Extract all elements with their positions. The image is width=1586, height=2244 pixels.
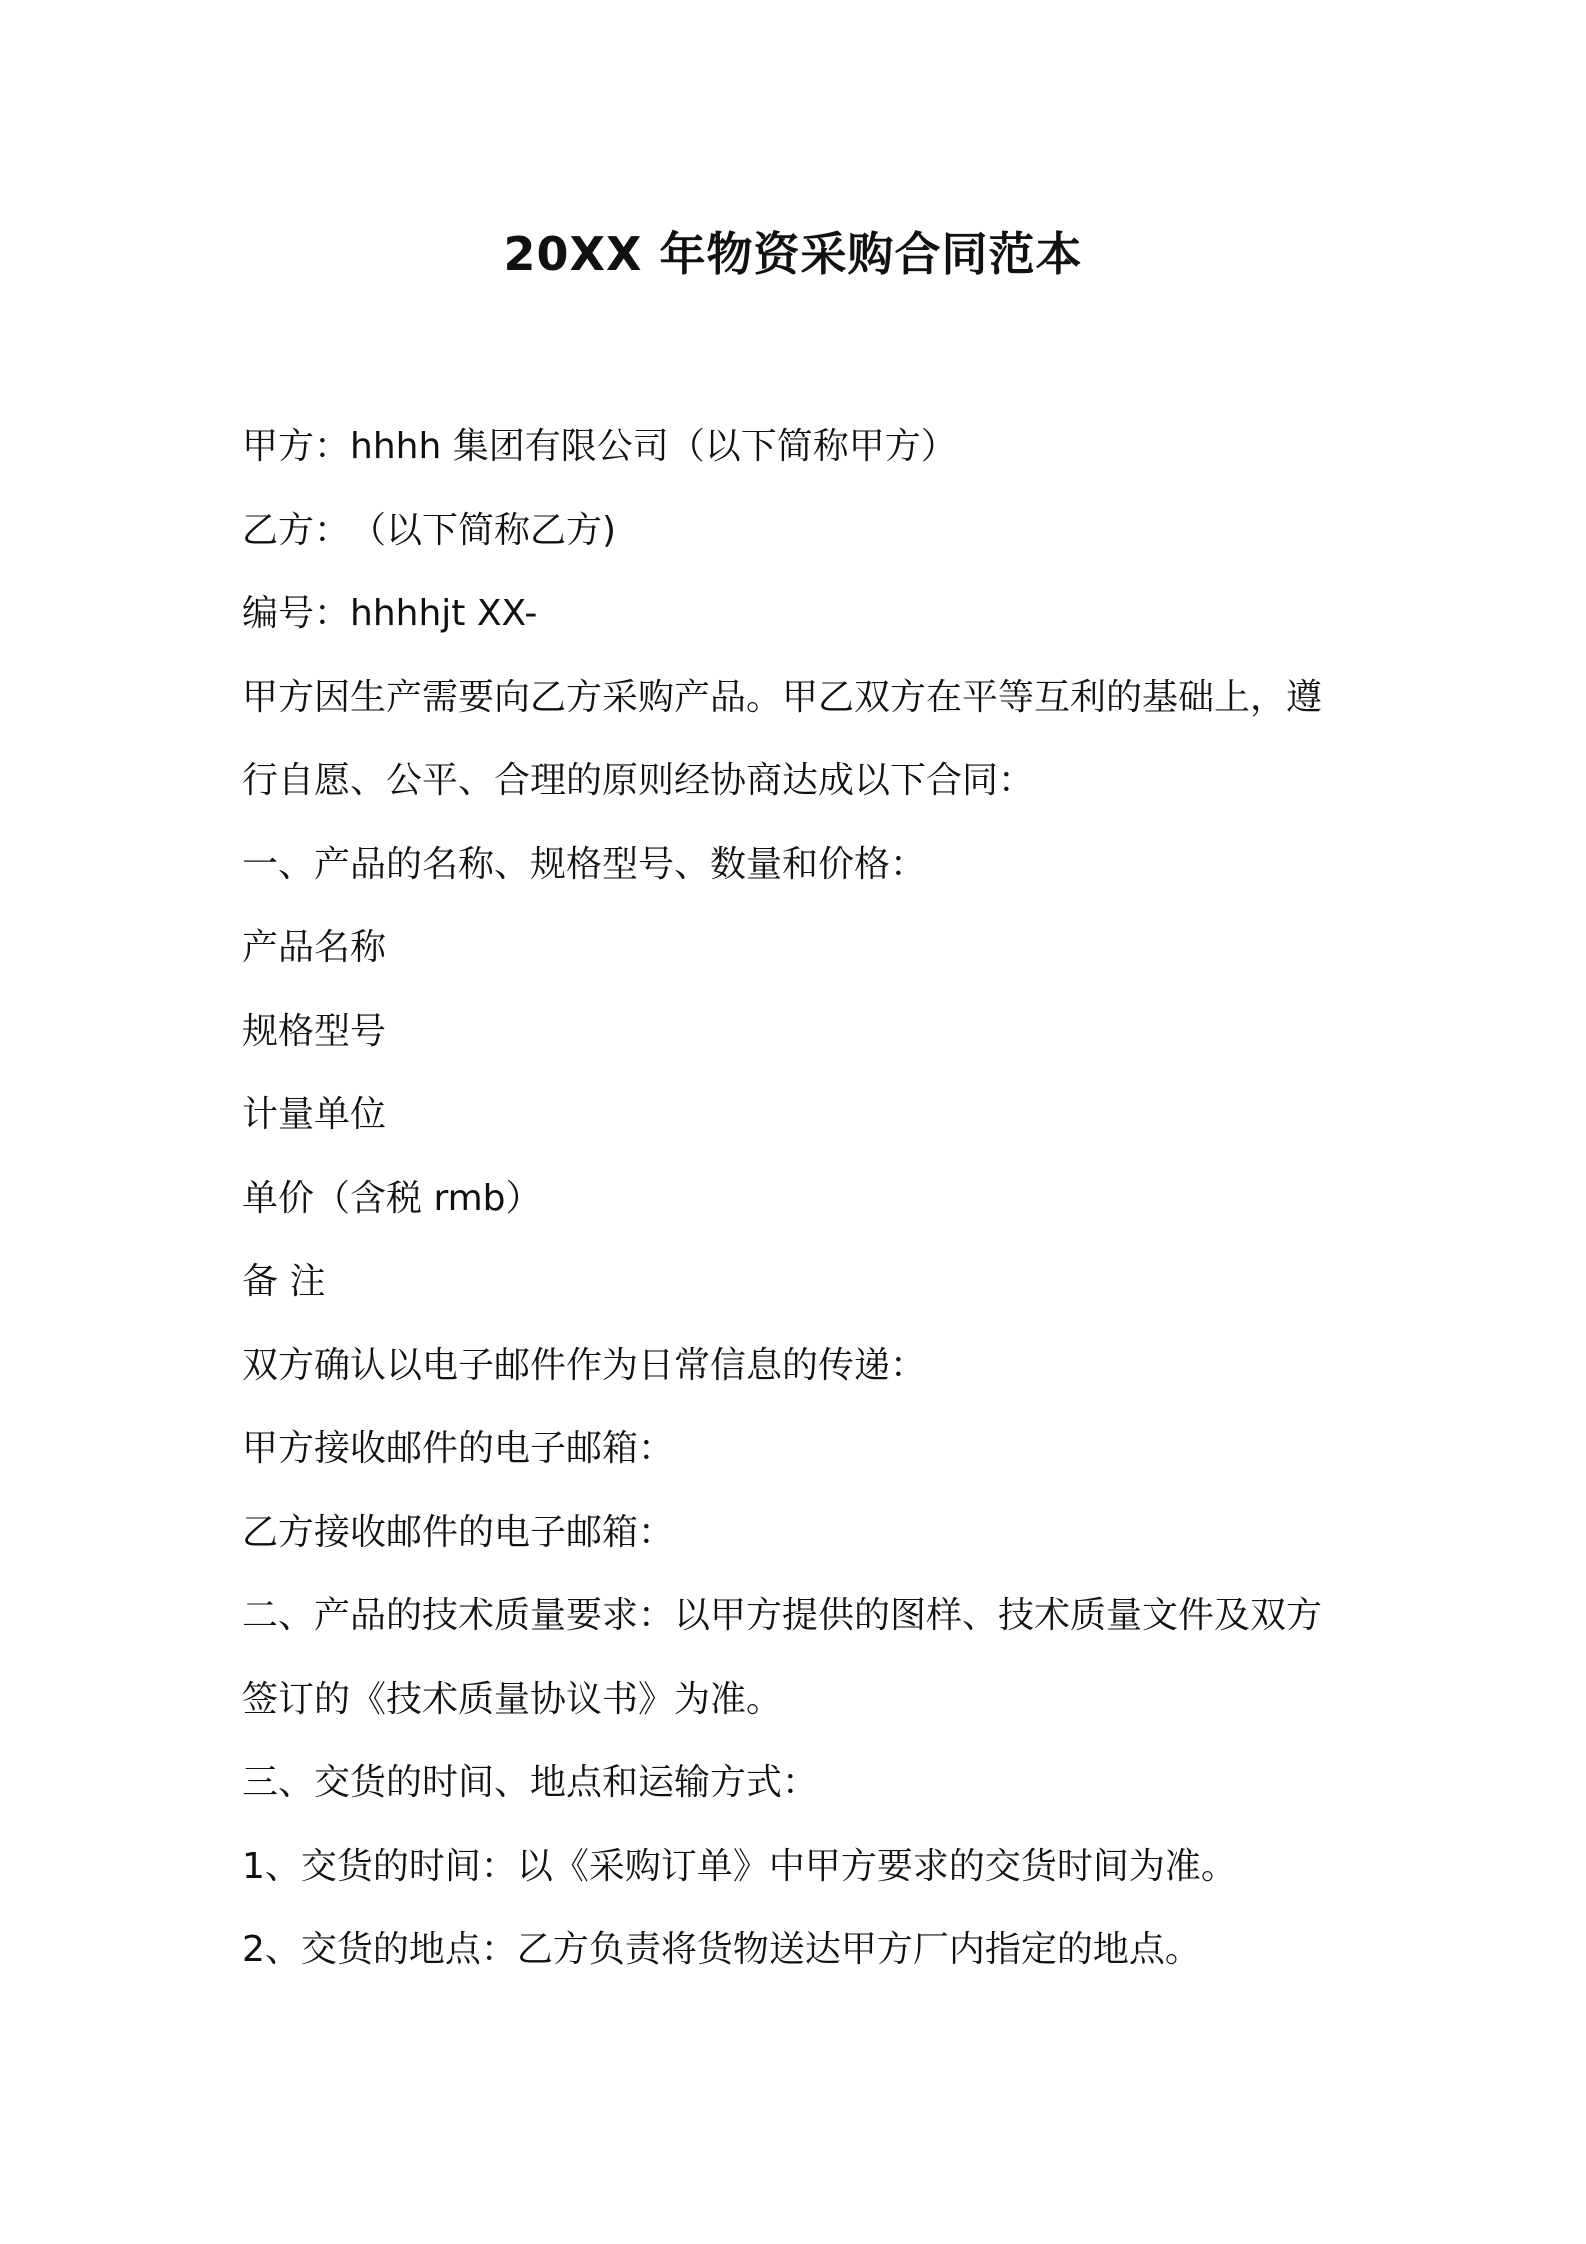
field-unit: 计量单位 bbox=[242, 1094, 387, 1135]
preamble-line-2: 行自愿、公平、合理的原则经协商达成以下合同： bbox=[242, 760, 1035, 801]
field-unit-price: 单价（含税 rmb） bbox=[242, 1177, 542, 1219]
delivery-location-line: 2、交货的地点：乙方负责将货物送达甲方厂内指定的地点。 bbox=[242, 1929, 1201, 1970]
section-1-heading: 一、产品的名称、规格型号、数量和价格： bbox=[242, 843, 927, 885]
party-b-line: 乙方： （以下简称乙方) bbox=[242, 509, 617, 551]
party-a-email-line: 甲方接收邮件的电子邮箱： bbox=[242, 1428, 675, 1469]
section-2-line-2: 签订的《技术质量协议书》为准。 bbox=[242, 1678, 783, 1720]
field-product-name: 产品名称 bbox=[242, 927, 387, 968]
field-spec-model: 规格型号 bbox=[242, 1010, 387, 1052]
party-a-line: 甲方：hhhh 集团有限公司（以下简称甲方） bbox=[242, 426, 957, 467]
document-title: 20XX 年物资采购合同范本 bbox=[503, 227, 1083, 281]
section-2-line-1: 二、产品的技术质量要求：以甲方提供的图样、技术质量文件及双方 bbox=[242, 1595, 1323, 1636]
contract-number-line: 编号：hhhhjt XX- bbox=[242, 593, 538, 634]
document-body bbox=[242, 405, 1362, 1992]
party-b-email-line: 乙方接收邮件的电子邮箱： bbox=[242, 1511, 675, 1553]
field-remarks: 备 注 bbox=[242, 1261, 326, 1302]
preamble-line-1: 甲方因生产需要向乙方采购产品。甲乙双方在平等互利的基础上，遵 bbox=[242, 676, 1323, 718]
delivery-time-line: 1、交货的时间：以《采购订单》中甲方要求的交货时间为准。 bbox=[242, 1845, 1237, 1887]
section-3-heading: 三、交货的时间、地点和运输方式： bbox=[242, 1762, 819, 1803]
email-confirmation-line: 双方确认以电子邮件作为日常信息的传递： bbox=[242, 1344, 927, 1386]
